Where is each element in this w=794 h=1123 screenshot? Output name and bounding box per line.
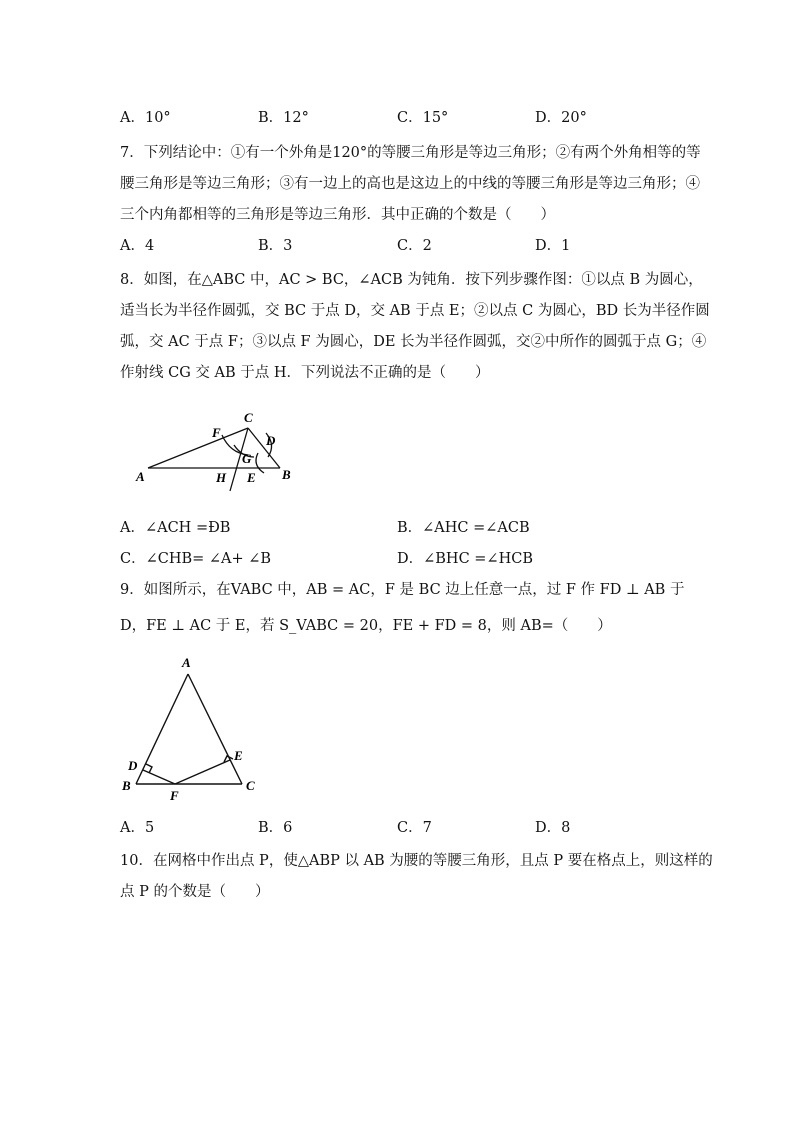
q9-line-2: D，FE ⊥ AC 于 E，若 S_VABC = 20，FE + FD = 8，则 AB=（ ） bbox=[120, 618, 612, 634]
q8-option-b: B．∠AHC =∠ACB bbox=[397, 520, 530, 536]
q10-line-2: 点 P 的个数是（ ） bbox=[120, 884, 270, 900]
q9-option-a: A．5 bbox=[120, 820, 155, 836]
q8-label-a: A bbox=[136, 469, 145, 484]
q9-option-c: C．7 bbox=[397, 820, 432, 836]
q8-label-b: B bbox=[282, 467, 291, 482]
q7-line-1: 7．下列结论中：①有一个外角是120°的等腰三角形是等边三角形；②有两个外角相等的等 bbox=[120, 145, 701, 161]
q8-line-4: 作射线 CG 交 AB 于点 H．下列说法不正确的是（ ） bbox=[120, 365, 490, 381]
q8-option-a: A．∠ACH =ÐB bbox=[120, 520, 231, 536]
q8-label-f: F bbox=[212, 425, 221, 440]
q8-option-d: D．∠BHC =∠HCB bbox=[397, 551, 533, 567]
q10-line-1: 10．在网格中作出点 P，使△ABP 以 AB 为腰的等腰三角形，且点 P 要在格点上，则这样的 bbox=[120, 853, 713, 869]
q6-option-b: B．12° bbox=[258, 110, 309, 126]
q7-line-2: 腰三角形是等边三角形；③有一边上的高也是这边上的中线的等腰三角形是等边三角形；④ bbox=[120, 176, 700, 192]
q8-line-3: 弧，交 AC 于点 F；③以点 F 为圆心，DE 长为半径作圆弧，交②中所作的圆弧于点 G；④ bbox=[120, 334, 707, 350]
q8-label-h: H bbox=[216, 470, 227, 485]
q8-label-d: D bbox=[266, 433, 276, 448]
q8-option-c: C．∠CHB= ∠A+ ∠B bbox=[120, 551, 272, 567]
q9-label-d: D bbox=[128, 758, 138, 773]
q6-option-d: D．20° bbox=[535, 110, 587, 126]
q9-line-1: 9．如图所示，在VABC 中，AB = AC，F 是 BC 边上任意一点，过 F 作 FD ⊥ AB 于 bbox=[120, 582, 685, 598]
q7-option-a: A．4 bbox=[120, 238, 155, 254]
q7-option-b: B．3 bbox=[258, 238, 293, 254]
q9-label-f: F bbox=[170, 788, 179, 802]
q8-figure bbox=[130, 405, 300, 495]
q7-option-d: D．1 bbox=[535, 238, 571, 254]
q8-label-c: C bbox=[244, 410, 253, 425]
q9-option-d: D．8 bbox=[535, 820, 571, 836]
q8-line-1: 8．如图，在△ABC 中，AC > BC，∠ACB 为钝角．按下列步骤作图：①以点 B 为圆心， bbox=[120, 272, 703, 288]
q9-label-b: B bbox=[122, 778, 131, 793]
q8-line-2: 适当长为半径作圆弧，交 BC 于点 D，交 AB 于点 E；②以点 C 为圆心，BD 长为半径作圆 bbox=[120, 303, 710, 319]
q8-label-e: E bbox=[247, 470, 256, 485]
q9-figure bbox=[118, 652, 268, 802]
q8-label-g: G bbox=[242, 451, 252, 466]
q9-label-a: A bbox=[182, 655, 191, 670]
q7-option-c: C．2 bbox=[397, 238, 432, 254]
q9-label-e: E bbox=[234, 748, 243, 763]
q7-line-3: 三个内角都相等的三角形是等边三角形．其中正确的个数是（ ） bbox=[120, 207, 555, 223]
q6-option-a: A．10° bbox=[120, 110, 171, 126]
q9-label-c: C bbox=[246, 778, 255, 793]
q6-option-c: C．15° bbox=[397, 110, 449, 126]
q9-option-b: B．6 bbox=[258, 820, 293, 836]
